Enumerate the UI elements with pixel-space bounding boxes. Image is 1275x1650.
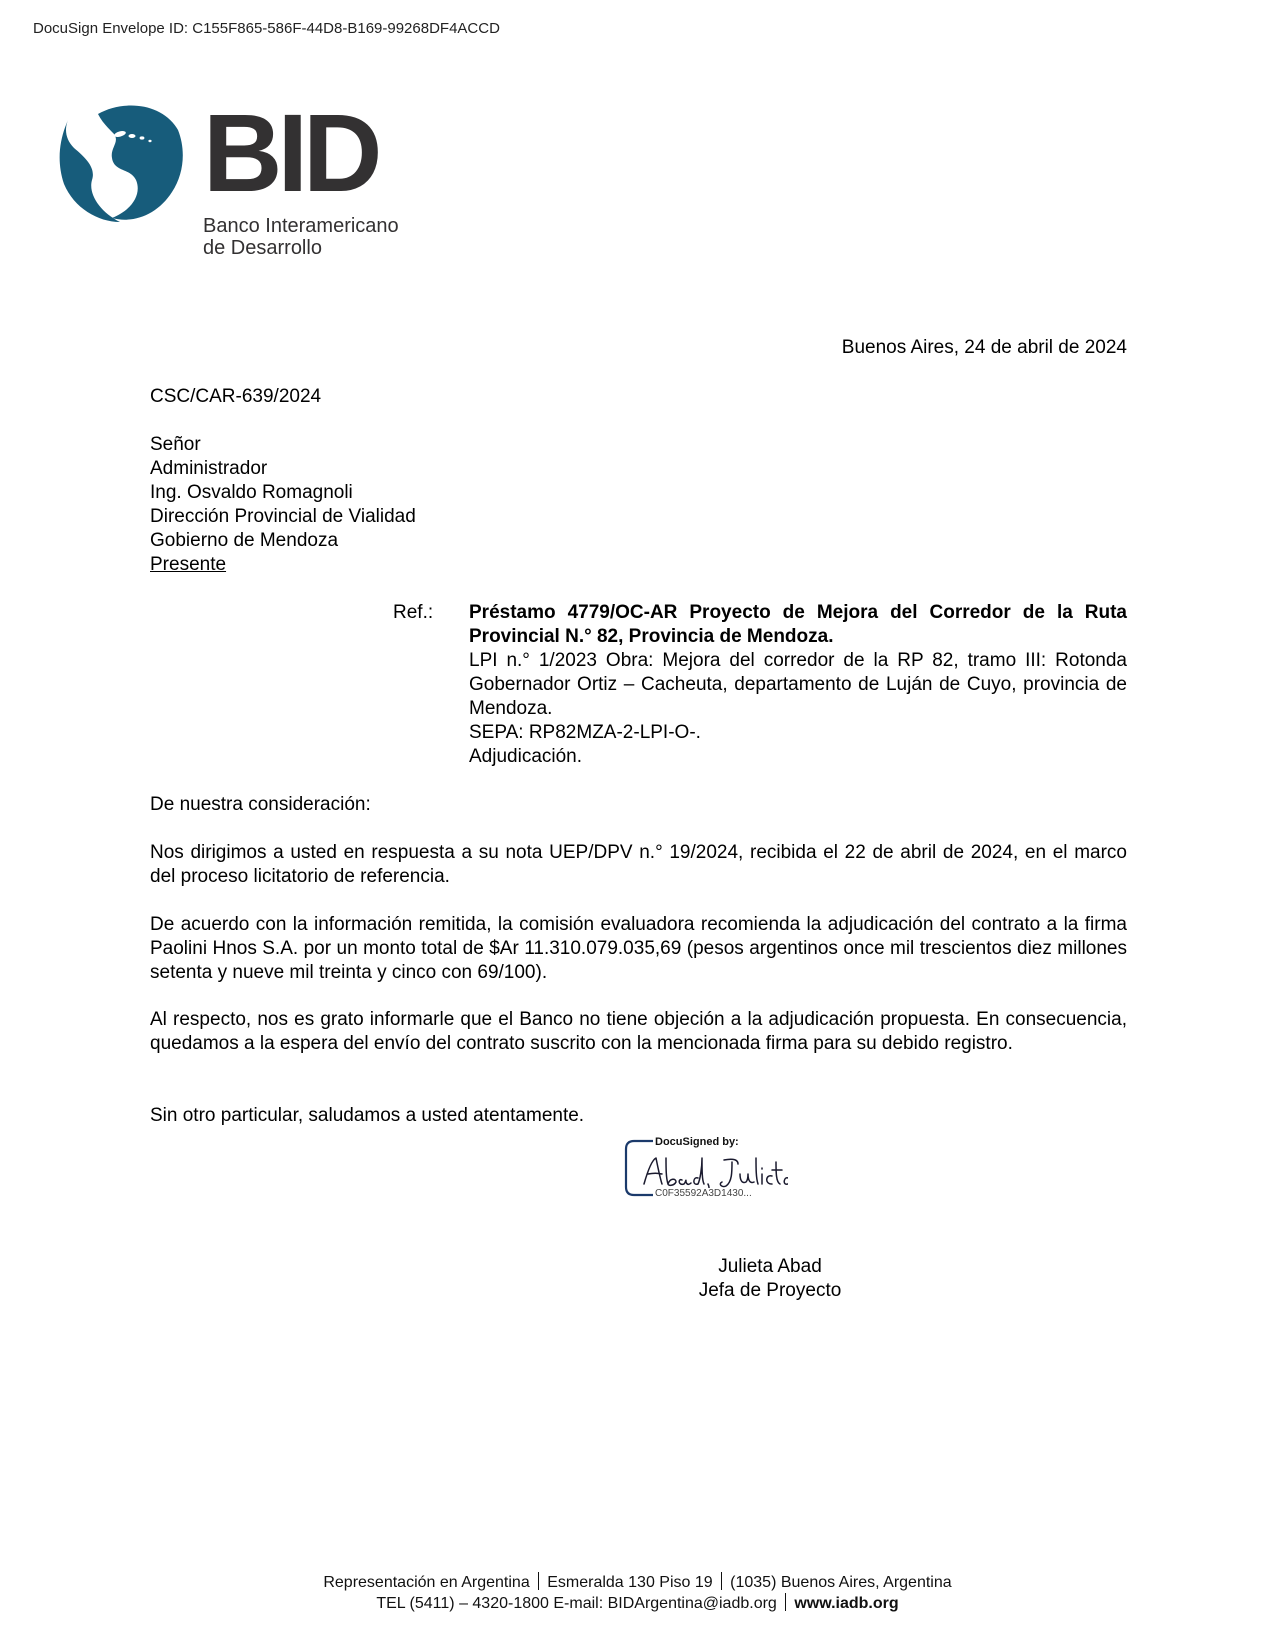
signer-title: Jefa de Proyecto bbox=[698, 1280, 842, 1301]
body-paragraph-1: Nos dirigimos a usted en respuesta a su nota UEP/DPV n.° 19/2024, recibida el 22 de abril de 2024, en el marco del proceso licitatorio de referencia. bbox=[150, 842, 1127, 887]
footer-office: Representación en Argentina bbox=[323, 1574, 530, 1591]
recipient-government: Gobierno de Mendoza bbox=[150, 530, 339, 551]
recipient-address bbox=[150, 433, 1127, 577]
letter-greeting: De nuestra consideración: bbox=[150, 794, 371, 815]
recipient-title: Administrador bbox=[150, 458, 268, 479]
ref-label: Ref.: bbox=[393, 602, 434, 623]
body-paragraph-2: De acuerdo con la información remitida, la comisión evaluadora recomienda la adjudicación del contrato a la firma Paolini Hnos S.A. por un monto total de $Ar 11.310.079.035,69 (pesos argentinos once mil trescientos diez millones setenta y nueve mil treinta y cinco con 69/100). bbox=[150, 914, 1127, 983]
footer-address: Esmeralda 130 Piso 19 bbox=[547, 1574, 713, 1591]
footer-separator bbox=[721, 1572, 723, 1590]
footer-website-link[interactable]: www.iadb.org bbox=[794, 1595, 899, 1612]
ref-subject: Préstamo 4779/OC-AR Proyecto de Mejora del Corredor de la Ruta Provincial N.° 82, Provincia de Mendoza. bbox=[469, 602, 1127, 647]
letter-closing: Sin otro particular, saludamos a usted atentamente. bbox=[150, 1105, 585, 1126]
footer-contact: TEL (5411) – 4320-1800 E-mail: BIDArgentina@iadb.org bbox=[376, 1595, 777, 1612]
recipient-organization: Dirección Provincial de Vialidad bbox=[150, 506, 416, 527]
ref-sepa: SEPA: RP82MZA-2-LPI-O-. bbox=[469, 722, 701, 743]
logo-wordmark: BID bbox=[203, 92, 378, 215]
ref-lpi: LPI n.° 1/2023 Obra: Mejora del corredor de la RP 82, tramo III: Rotonda Gobernador Ortiz – Cacheuta, departamento de Luján de Cuyo, provincia de Mendoza. bbox=[469, 650, 1127, 719]
signature-code: C0F35592A3D1430... bbox=[655, 1188, 752, 1199]
ref-details bbox=[469, 601, 1127, 769]
logo-subtitle bbox=[203, 215, 399, 259]
footer-line-1 bbox=[0, 1572, 1275, 1593]
bid-globe-logo-icon bbox=[54, 100, 189, 228]
recipient-name: Ing. Osvaldo Romagnoli bbox=[150, 482, 353, 503]
footer-separator bbox=[785, 1593, 787, 1611]
logo-subtitle-line2: de Desarrollo bbox=[203, 237, 322, 259]
handwritten-signature bbox=[638, 1152, 788, 1192]
page-footer bbox=[0, 1572, 1275, 1614]
body-paragraph-3: Al respecto, nos es grato informarle que el Banco no tiene objeción a la adjudicación propuesta. En consecuencia, quedamos a la espera del envío del contrato suscrito con la mencionada firma para su debido registro. bbox=[150, 1009, 1127, 1054]
docusigned-by-label: DocuSigned by: bbox=[655, 1136, 739, 1148]
logo-subtitle-line1: Banco Interamericano bbox=[203, 215, 399, 237]
footer-line-2 bbox=[0, 1593, 1275, 1614]
letter-date: Buenos Aires, 24 de abril de 2024 bbox=[841, 337, 1127, 358]
signer-block bbox=[650, 1255, 890, 1303]
recipient-presente: Presente bbox=[150, 554, 227, 575]
bid-logo bbox=[54, 92, 454, 270]
footer-separator bbox=[538, 1572, 540, 1590]
docusign-signature-block bbox=[620, 1136, 790, 1200]
signer-name: Julieta Abad bbox=[718, 1256, 822, 1277]
recipient-salutation: Señor bbox=[150, 434, 201, 455]
footer-city: (1035) Buenos Aires, Argentina bbox=[730, 1574, 952, 1591]
docusign-envelope-id: DocuSign Envelope ID: C155F865-586F-44D8-B169-99268DF4ACCD bbox=[33, 20, 500, 37]
ref-adjudicacion: Adjudicación. bbox=[469, 746, 583, 767]
reference-code: CSC/CAR-639/2024 bbox=[150, 386, 322, 407]
